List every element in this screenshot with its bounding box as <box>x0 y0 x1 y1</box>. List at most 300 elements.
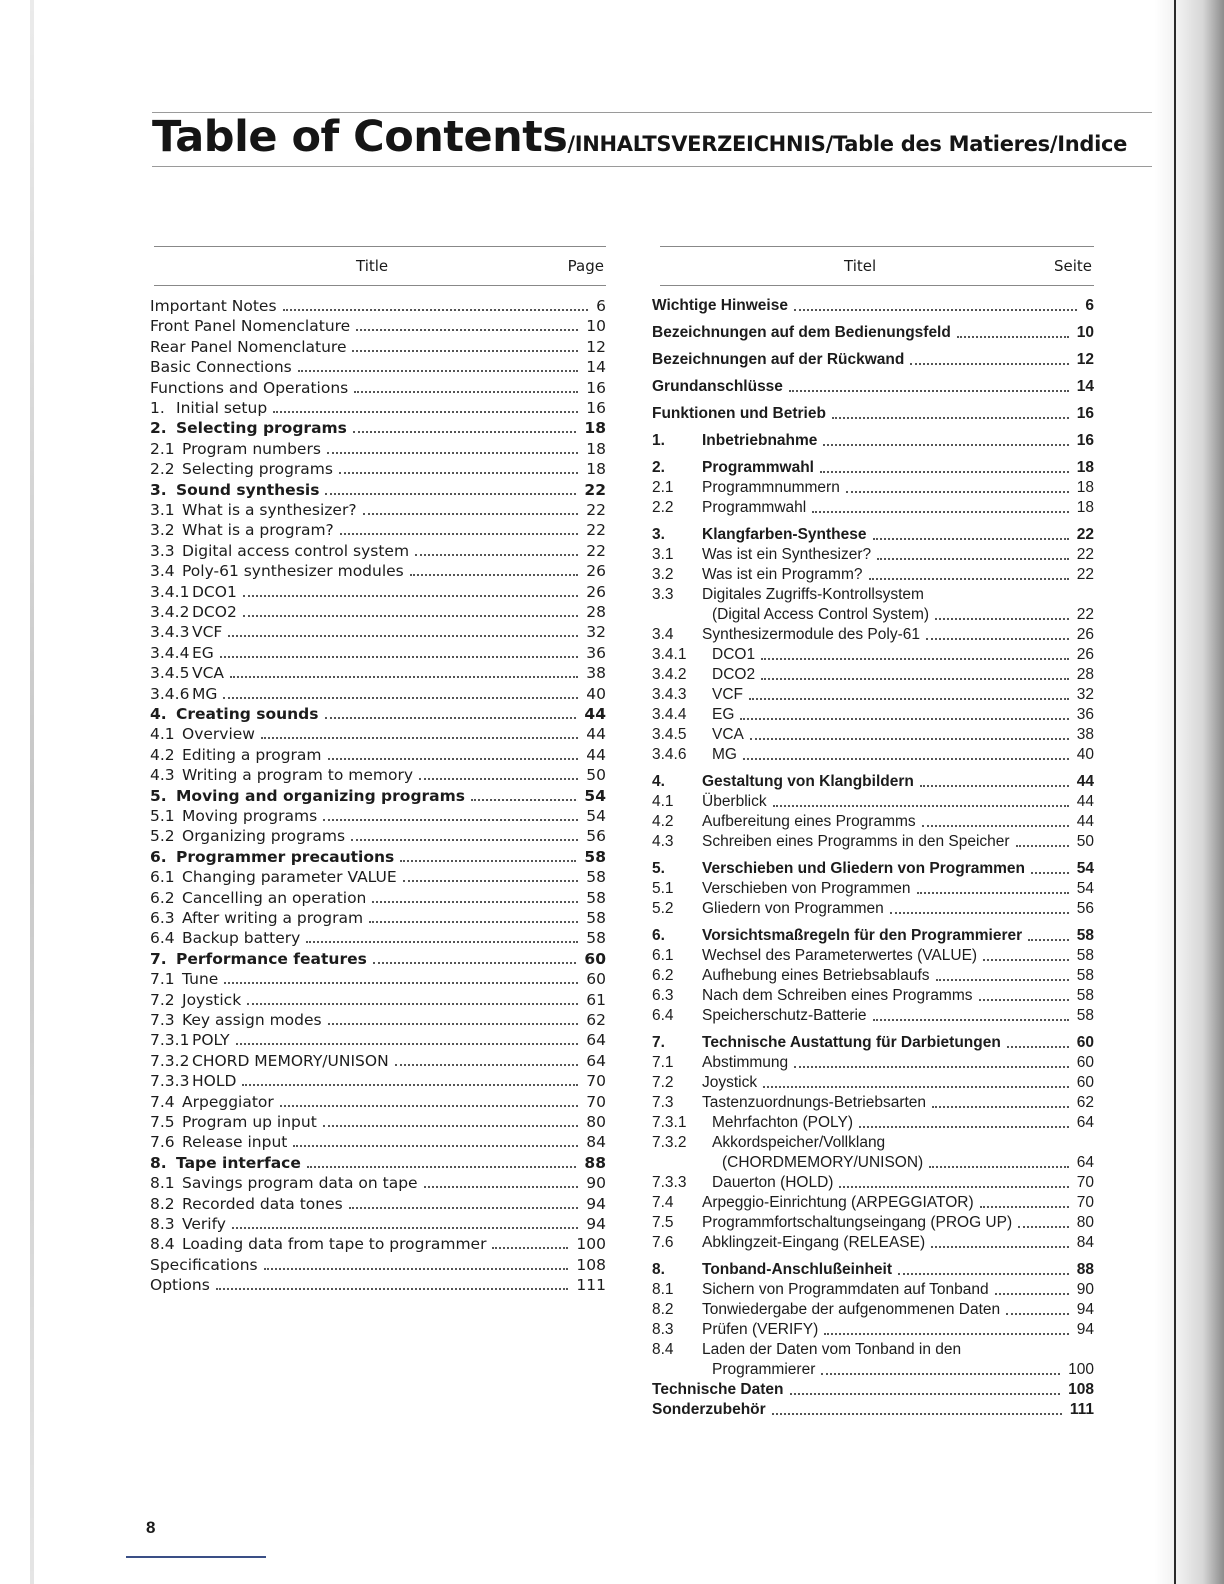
toc-entry-page: 58 <box>586 909 606 927</box>
toc-entry-title: DCO2 <box>192 603 237 621</box>
dot-leader <box>419 760 578 780</box>
toc-entry-number: 8.4 <box>150 1235 175 1254</box>
toc-entry-number: 2. <box>150 419 167 438</box>
dot-leader <box>995 1275 1069 1295</box>
dot-leader <box>280 1087 578 1107</box>
dot-leader <box>740 700 1069 720</box>
right-col-page: Seite <box>1053 257 1092 275</box>
toc-entry-title: Synthesizermodule des Poly-61 <box>702 626 920 643</box>
toc-entry-title: Overview <box>182 725 255 744</box>
toc-entry-number: 8.3 <box>150 1215 175 1233</box>
toc-entry-title: Selecting programs <box>176 419 347 438</box>
dot-leader <box>929 1148 1069 1168</box>
dot-leader <box>372 883 578 903</box>
page-number: 8 <box>146 1518 156 1537</box>
book-spine-edge <box>1174 0 1176 1584</box>
dot-leader <box>293 1127 578 1147</box>
toc-entry-title: DCO1 <box>712 646 756 663</box>
dot-leader <box>323 801 578 821</box>
toc-entry-page: 54 <box>1076 860 1094 877</box>
toc-entry-number: 1. <box>652 432 665 449</box>
dot-leader <box>890 894 1069 914</box>
dot-leader <box>1031 854 1069 874</box>
toc-entry-title: Digital access control system <box>182 541 410 560</box>
toc-entry-page: 18 <box>1076 499 1094 516</box>
toc-entry-page: 54 <box>1076 880 1094 897</box>
toc-entry-title: Verschieben von Programmen <box>702 880 911 897</box>
dot-leader <box>812 493 1069 513</box>
toc-entry-page: 14 <box>1076 378 1094 395</box>
toc-entry-title: Speicherschutz-Batterie <box>702 1007 867 1024</box>
toc-entry-number: 3.2 <box>652 566 674 583</box>
toc-entry-title: Gestaltung von Klangbildern <box>702 773 914 790</box>
toc-entry-number: 4.2 <box>150 745 175 764</box>
toc-entry-number: 3.4.2 <box>652 666 687 683</box>
toc-entry-number: 6.1 <box>150 868 175 887</box>
dot-leader <box>932 1088 1069 1108</box>
toc-entry-page: 10 <box>586 317 606 336</box>
dot-leader <box>323 1107 578 1127</box>
dot-leader <box>957 318 1069 338</box>
toc-entry <box>652 323 1094 343</box>
toc-entry-number: 7.3.2 <box>652 1134 687 1151</box>
toc-entry-title: Nach dem Schreiben eines Programms <box>702 987 973 1004</box>
toc-entry-page: 94 <box>586 1194 606 1213</box>
toc-entry-title: Important Notes <box>150 297 277 315</box>
toc-entry-page: 58 <box>586 888 606 907</box>
toc-entry-page: 70 <box>1076 1194 1094 1211</box>
toc-entry-title: Klangfarben-Synthese <box>702 526 867 543</box>
dot-leader <box>354 373 578 393</box>
toc-entry-page: 16 <box>1076 405 1094 422</box>
dot-leader <box>228 617 578 637</box>
toc-entry-page: 6 <box>1085 297 1094 314</box>
left-column-header <box>154 257 606 279</box>
toc-entry-page: 84 <box>586 1133 606 1152</box>
toc-entry-title: Key assign modes <box>182 1011 322 1029</box>
toc-entry-title: Sound synthesis <box>176 480 320 499</box>
toc-entry-title: Bezeichnungen auf dem Bedienungsfeld <box>652 324 951 341</box>
toc-entry-number: 3.4 <box>150 562 175 581</box>
toc-entry-page: 64 <box>1076 1114 1094 1131</box>
toc-entry-title: Was ist ein Synthesizer? <box>702 546 872 563</box>
dot-leader <box>1006 1295 1069 1315</box>
toc-entry-title: Aufbereitung eines Programms <box>702 813 916 830</box>
toc-entry-page: 36 <box>1076 706 1094 723</box>
toc-entry-page: 64 <box>586 1031 606 1050</box>
toc-entry-number: 4. <box>150 705 167 723</box>
toc-entry-number: 8.1 <box>150 1174 175 1193</box>
toc-entry-number: 7. <box>652 1034 665 1051</box>
toc-entry-title: Verify <box>182 1215 226 1233</box>
dot-leader <box>773 787 1069 807</box>
toc-entry-page: 10 <box>1076 324 1094 341</box>
toc-entry-page: 44 <box>584 705 606 723</box>
dot-leader <box>743 740 1069 760</box>
dot-leader <box>926 620 1069 640</box>
scan-left-edge <box>30 0 34 1584</box>
toc-entry-title: Tune <box>182 970 219 989</box>
dot-leader <box>820 453 1069 473</box>
toc-entry-title: Aufhebung eines Betriebsablaufs <box>702 967 930 984</box>
toc-entry-number: 3.4.3 <box>652 686 687 703</box>
toc-entry-title: Functions and Operations <box>150 378 349 397</box>
toc-entry-title: Sichern von Programmdaten auf Tonband <box>702 1281 989 1298</box>
toc-entry-page: 32 <box>586 623 606 642</box>
toc-entry-page: 18 <box>584 419 606 438</box>
toc-entry <box>652 377 1094 397</box>
toc-entry-title: Organizing programs <box>182 827 346 846</box>
toc-entry-page: 32 <box>1076 686 1094 703</box>
toc-entry-title: Dauerton (HOLD) <box>712 1174 834 1191</box>
toc-entry-title: Abstimmung <box>702 1054 789 1071</box>
toc-entry-page: 88 <box>1076 1261 1094 1278</box>
toc-entry-title: Verschieben und Gliedern von Programmen <box>702 860 1026 877</box>
toc-entry <box>652 565 1094 585</box>
dot-leader <box>236 1025 578 1045</box>
dot-leader <box>471 781 576 801</box>
toc-entry-title: VCF <box>192 623 223 642</box>
dot-leader <box>790 1375 1060 1395</box>
toc-entry-number: 5. <box>652 860 665 877</box>
toc-entry-page: 62 <box>1076 1094 1094 1111</box>
toc-entry-number: 6.3 <box>150 909 175 927</box>
toc-entry-page: 70 <box>1076 1174 1094 1191</box>
toc-entry-page: 16 <box>1076 432 1094 449</box>
toc-entry-title: Poly-61 synthesizer modules <box>182 562 404 581</box>
toc-entry-title: VCA <box>712 726 744 743</box>
toc-entry-number: 7.3 <box>652 1094 674 1111</box>
toc-entry <box>652 832 1094 852</box>
toc-entry-number: 3.2 <box>150 521 175 540</box>
dot-leader <box>794 291 1077 311</box>
toc-entry-number: 3.4 <box>652 626 674 643</box>
dot-leader <box>306 923 578 943</box>
toc-entry-title: Tonwiedergabe der aufgenommenen Daten <box>702 1301 1001 1318</box>
toc-entry-title: After writing a program <box>182 909 364 927</box>
toc-entry-title: Schreiben eines Programms in den Speicher <box>702 833 1010 850</box>
toc-entry-title: Options <box>150 1276 210 1295</box>
toc-entry-title: Program up input <box>182 1113 317 1131</box>
toc-entry-page: 22 <box>1076 546 1094 563</box>
toc-entry-page: 12 <box>1076 351 1094 368</box>
toc-entry-page: 94 <box>586 1215 606 1233</box>
dot-leader <box>922 807 1069 827</box>
toc-entry-number: 3.4.6 <box>150 684 190 703</box>
toc-entry-page: 56 <box>586 827 606 846</box>
dot-leader <box>931 1228 1069 1248</box>
dot-leader <box>351 821 578 841</box>
toc-entry-title: Sonderzubehör <box>652 1401 766 1418</box>
toc-entry-title: Gliedern von Programmen <box>702 900 884 917</box>
toc-entry-page: 80 <box>586 1113 606 1131</box>
toc-entry-number: 4. <box>652 773 665 790</box>
dot-leader <box>353 413 576 433</box>
dot-leader <box>349 1189 578 1209</box>
toc-entry-title: Recorded data tones <box>182 1194 343 1213</box>
dot-leader <box>264 1250 568 1270</box>
toc-entry <box>652 899 1094 919</box>
toc-entry-title: Selecting programs <box>182 460 333 479</box>
toc-entry-title: EG <box>712 706 735 723</box>
toc-entry-title-continued: (Digital Access Control System) <box>712 606 930 623</box>
book-spine-shadow <box>1154 0 1224 1584</box>
dot-leader <box>763 1068 1069 1088</box>
toc-entry-page: 44 <box>1076 813 1094 830</box>
dot-leader <box>1016 827 1069 847</box>
toc-entry-number: 3.4.5 <box>150 664 190 683</box>
toc-entry <box>652 585 1094 625</box>
toc-entry-page: 38 <box>586 664 606 683</box>
toc-entry-title: Digitales Zugriffs-Kontrollsystem <box>702 586 924 603</box>
toc-entry-title: Was ist ein Programm? <box>702 566 863 583</box>
toc-entry-title: Performance features <box>176 949 367 968</box>
toc-entry-page: 58 <box>1076 947 1094 964</box>
toc-entry-title: Editing a program <box>182 745 322 764</box>
toc-entry-page: 26 <box>586 582 606 601</box>
toc-entry-number: 3.4.2 <box>150 603 190 621</box>
toc-entry-number: 7.2 <box>652 1074 674 1091</box>
dot-leader <box>877 540 1069 560</box>
toc-entry-title: Joystick <box>702 1074 758 1091</box>
toc-entry-page: 22 <box>584 480 606 499</box>
toc-entry-page: 58 <box>584 847 606 866</box>
toc-entry <box>652 1233 1094 1253</box>
toc-entry <box>652 1006 1094 1026</box>
toc-entry-title: Tonband-Anschlußeinheit <box>702 1261 893 1278</box>
toc-entry-page: 58 <box>1076 1007 1094 1024</box>
toc-entry <box>652 498 1094 518</box>
dot-leader <box>749 680 1069 700</box>
toc-entry-number: 5.2 <box>150 827 175 846</box>
toc-entry-number: 3.4.3 <box>150 623 190 642</box>
dot-leader <box>424 1168 578 1188</box>
toc-entry-page: 22 <box>1076 606 1094 623</box>
toc-entry-number: 7.2 <box>150 990 175 1009</box>
left-header-bottom-rule <box>154 285 606 286</box>
dot-leader <box>325 699 576 719</box>
toc-entry-page: 28 <box>1076 666 1094 683</box>
toc-entry-number: 6.4 <box>652 1007 674 1024</box>
dot-leader <box>983 941 1069 961</box>
toc-entry-number: 5.2 <box>652 900 674 917</box>
toc-entry-title-continued: (CHORDMEMORY/UNISON) <box>722 1154 924 1171</box>
toc-entry-title: Arpeggio-Einrichtung (ARPEGGIATOR) <box>702 1194 974 1211</box>
toc-entry-title: Programmnummern <box>702 479 840 496</box>
toc-entry-title: MG <box>712 746 737 763</box>
toc-entry-title: Funktionen und Betrieb <box>652 405 826 422</box>
toc-entry-page: 100 <box>1068 1361 1094 1378</box>
dot-leader <box>910 345 1069 365</box>
toc-entry-number: 1. <box>150 399 165 417</box>
dot-leader <box>373 944 576 964</box>
toc-entry-number: 8.3 <box>652 1321 674 1338</box>
toc-entry-page: 64 <box>586 1051 606 1070</box>
toc-entry-page: 50 <box>586 766 606 785</box>
toc-entry <box>652 404 1094 424</box>
dot-leader <box>242 1066 578 1086</box>
toc-entry-number: 3.4.4 <box>652 706 687 723</box>
toc-entry-title: Initial setup <box>176 399 268 417</box>
toc-entry-page: 80 <box>1076 1214 1094 1231</box>
dot-leader <box>243 577 578 597</box>
toc-entry-title: Grundanschlüsse <box>652 378 783 395</box>
toc-entry-page: 60 <box>1076 1054 1094 1071</box>
dot-leader <box>327 434 578 454</box>
toc-entry-number: 6.1 <box>652 947 674 964</box>
toc-entry-title: DCO2 <box>712 666 756 683</box>
dot-leader <box>869 560 1069 580</box>
dot-leader <box>220 638 578 658</box>
toc-entry-page: 111 <box>1069 1401 1094 1418</box>
toc-entry-number: 7. <box>150 949 167 968</box>
toc-entry-number: 4.2 <box>652 813 674 830</box>
toc-entry-title: Basic Connections <box>150 358 292 377</box>
toc-entry-number: 7.3.1 <box>150 1031 190 1050</box>
right-header-top-rule <box>660 246 1094 247</box>
toc-entry-page: 94 <box>1076 1321 1094 1338</box>
toc-entry-number: 3.3 <box>652 586 674 603</box>
toc-entry-page: 70 <box>586 1072 606 1091</box>
dot-leader <box>223 679 578 699</box>
toc-entry-page: 61 <box>586 990 606 1009</box>
toc-entry-number: 8.1 <box>652 1281 674 1298</box>
dot-leader <box>1028 921 1069 941</box>
dot-leader <box>761 660 1069 680</box>
toc-entry-number: 8.4 <box>652 1341 674 1358</box>
toc-entry-number: 3.3 <box>150 541 175 560</box>
toc-entry-title: DCO1 <box>192 582 237 601</box>
toc-entry-number: 7.4 <box>652 1194 674 1211</box>
dot-leader <box>832 399 1069 419</box>
dot-leader <box>325 475 576 495</box>
toc-entry-number: 3.4.6 <box>652 746 687 763</box>
toc-entry-page: 22 <box>586 501 606 519</box>
dot-leader <box>823 426 1069 446</box>
toc-entry-title: Bezeichnungen auf der Rückwand <box>652 351 905 368</box>
dot-leader <box>873 1001 1069 1021</box>
toc-entry-title: Changing parameter VALUE <box>182 868 397 887</box>
toc-entry-page: 44 <box>1076 793 1094 810</box>
dot-leader <box>216 1270 568 1290</box>
toc-entry-page: 44 <box>1076 773 1094 790</box>
toc-entry-title: Moving and organizing programs <box>176 786 466 805</box>
toc-entry-title: Programmwahl <box>702 499 807 516</box>
toc-entry <box>652 1133 1094 1173</box>
toc-entry-title: Cancelling an operation <box>182 888 367 907</box>
dot-leader <box>789 372 1069 392</box>
toc-entry-number: 4.1 <box>150 725 175 744</box>
toc-entry-number: 8. <box>652 1261 665 1278</box>
dot-leader <box>772 1395 1062 1415</box>
toc-entry-page: 100 <box>576 1235 606 1254</box>
toc-entry-page: 88 <box>584 1153 606 1172</box>
toc-entry-title: CHORD MEMORY/UNISON <box>192 1051 389 1070</box>
toc-entry <box>652 745 1094 765</box>
toc-entry-number: 4.1 <box>652 793 674 810</box>
toc-entry-page: 36 <box>586 643 606 662</box>
toc-entry-page: 58 <box>586 929 606 948</box>
dot-leader <box>339 454 578 474</box>
toc-entry-title: VCA <box>192 664 225 683</box>
toc-entry-page: 62 <box>586 1011 606 1029</box>
toc-entry-page: 6 <box>596 297 606 315</box>
toc-entry-number: 3. <box>150 480 167 499</box>
dot-leader <box>979 981 1069 1001</box>
right-col-title: Titel <box>844 257 877 275</box>
toc-entry <box>150 1275 606 1295</box>
toc-entry-page: 58 <box>1076 927 1094 944</box>
toc-entry-title: Prüfen (VERIFY) <box>702 1321 819 1338</box>
left-col-page: Page <box>567 257 604 275</box>
dot-leader <box>1018 1208 1069 1228</box>
toc-entry-title: Rear Panel Nomenclature <box>150 337 347 356</box>
scan-bottom-mark <box>126 1556 266 1558</box>
toc-entry-title: Überblick <box>702 793 767 810</box>
dot-leader <box>369 903 578 923</box>
dot-leader <box>898 1255 1069 1275</box>
toc-entry-number: 3.4.1 <box>150 582 190 601</box>
dot-leader <box>307 1148 576 1168</box>
toc-entry-number: 8. <box>150 1153 167 1172</box>
toc-entry-title: Program numbers <box>182 439 321 458</box>
toc-entry-page: 26 <box>1076 646 1094 663</box>
title-main: Table of Contents <box>152 112 568 162</box>
dot-leader <box>873 520 1069 540</box>
dot-leader <box>920 767 1069 787</box>
toc-entry-title: Creating sounds <box>176 705 319 723</box>
toc-entry-title: MG <box>192 684 218 703</box>
toc-entry-number: 5. <box>150 786 167 805</box>
dot-leader <box>261 719 578 739</box>
toc-entry-number: 2.2 <box>652 499 674 516</box>
toc-entry-number: 7.3.1 <box>652 1114 687 1131</box>
title-translations: /INHALTSVERZEICHNIS/Table des Matieres/Indice <box>567 132 1128 156</box>
toc-entry-number: 7.1 <box>150 970 175 989</box>
title-bottom-rule <box>152 166 1152 167</box>
toc-entry-number: 3. <box>652 526 665 543</box>
toc-entry-page: 16 <box>586 399 606 417</box>
toc-entry-number: 5.1 <box>652 880 674 897</box>
toc-entry-page: 58 <box>586 868 606 887</box>
dot-leader <box>224 964 578 984</box>
toc-entry <box>652 1340 1094 1380</box>
toc-entry-number: 7.3 <box>150 1011 175 1029</box>
toc-entry-number: 6.2 <box>652 967 674 984</box>
toc-entry-page: 70 <box>586 1092 606 1111</box>
toc-entry-title: Programmfortschaltungseingang (PROG UP) <box>702 1214 1013 1231</box>
toc-entry-page: 18 <box>1076 459 1094 476</box>
toc-entry-page: 94 <box>1076 1301 1094 1318</box>
toc-entry-title: Technische Austattung für Darbietungen <box>702 1034 1001 1051</box>
toc-entry-page: 44 <box>586 745 606 764</box>
toc-entry-number: 2.1 <box>150 439 175 458</box>
dot-leader <box>356 311 578 331</box>
toc-entry-page: 64 <box>1076 1154 1094 1171</box>
toc-entry-title: Writing a program to memory <box>182 766 414 785</box>
left-col-title: Title <box>356 257 389 275</box>
toc-entry-number: 7.6 <box>652 1234 674 1251</box>
toc-entry-page: 40 <box>586 684 606 703</box>
toc-entry-number: 6.4 <box>150 929 175 948</box>
dot-leader <box>415 536 578 556</box>
toc-entry-page: 60 <box>1076 1034 1094 1051</box>
toc-entry-title: EG <box>192 643 214 662</box>
toc-entry-number: 7.1 <box>652 1054 674 1071</box>
dot-leader <box>750 720 1069 740</box>
toc-entry-number: 4.3 <box>150 766 175 785</box>
dot-leader <box>247 985 578 1005</box>
